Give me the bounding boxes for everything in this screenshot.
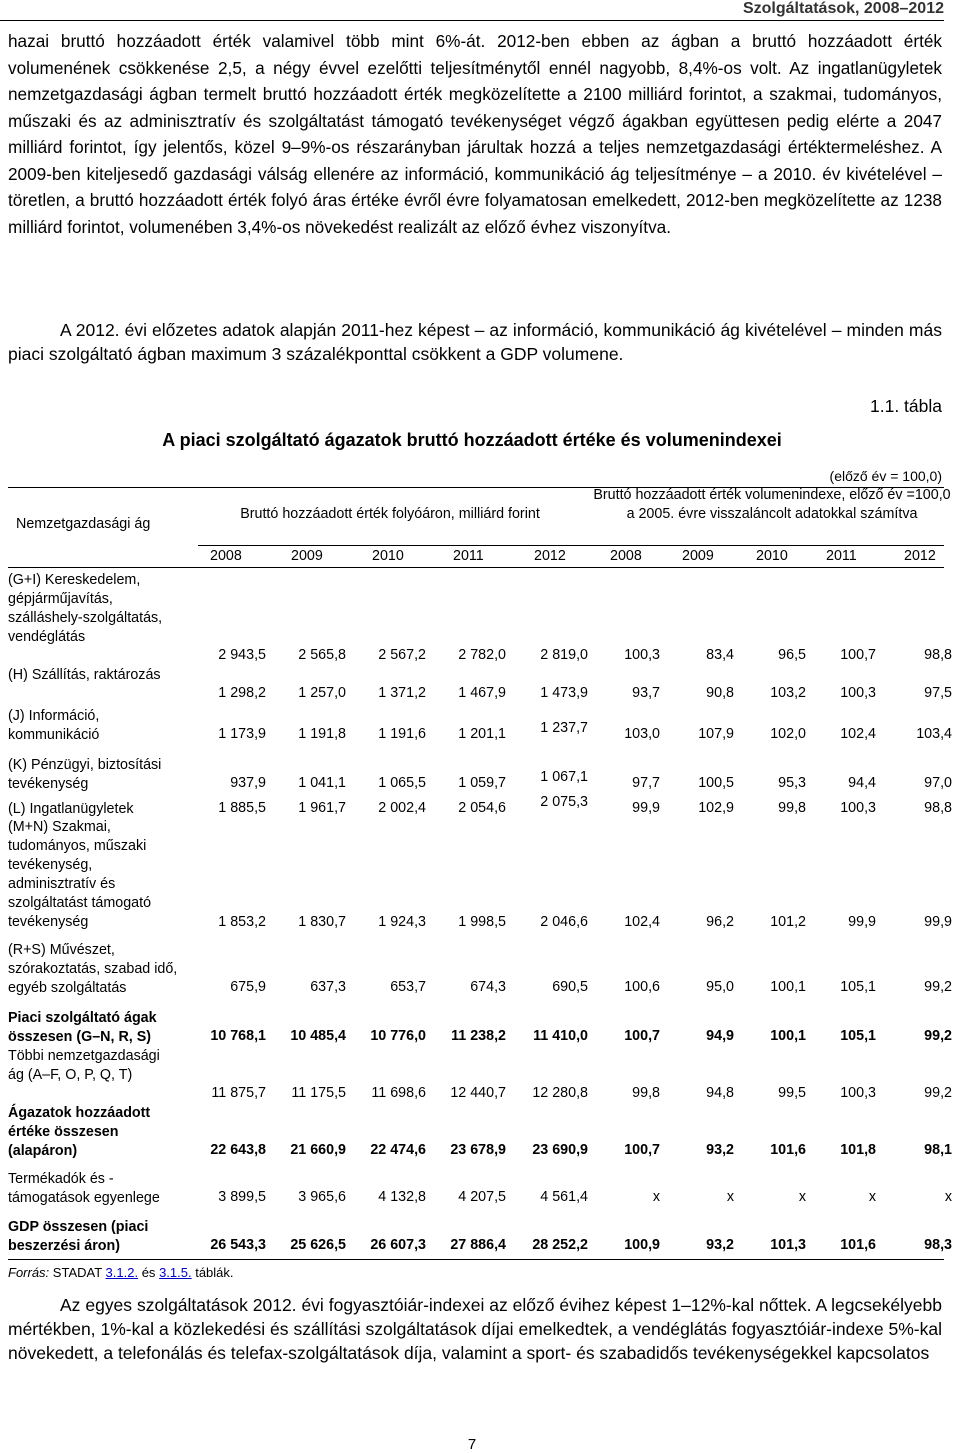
cell-r6-c5: 100,6: [624, 979, 660, 995]
cell-r10-c8: x: [868, 1189, 876, 1205]
cell-r0-c6: 83,4: [706, 647, 734, 663]
year-header-4: 2012: [534, 548, 566, 564]
year-header-7: 2010: [756, 548, 788, 564]
table-source: [8, 1265, 234, 1280]
cell-r6-c3: 674,3: [470, 979, 506, 995]
cell-r10-c4: 4 561,4: [540, 1189, 588, 1205]
cell-r4-c5: 99,9: [632, 800, 660, 816]
cell-r6-c0: 675,9: [230, 979, 266, 995]
header-title: Szolgáltatások, 2008–2012: [742, 0, 944, 17]
cell-r7-c8: 105,1: [840, 1028, 876, 1044]
cell-r3-c1: 1 041,1: [298, 775, 346, 791]
cell-r9-c5: 100,7: [624, 1142, 660, 1158]
cell-r0-c8: 100,7: [840, 647, 876, 663]
cell-r2-c1: 1 191,8: [298, 726, 346, 742]
cell-r5-c4: 2 046,6: [540, 914, 588, 930]
cell-r5-c3: 1 998,5: [458, 914, 506, 930]
source-link-315[interactable]: 3.1.5.: [159, 1265, 192, 1280]
row-label-11: GDP összesen (piaci beszerzési áron): [8, 1219, 149, 1254]
row-label-8: Többi nemzetgazdasági ág (A–F, O, P, Q, T): [8, 1048, 160, 1083]
cell-r10-c6: x: [726, 1189, 734, 1205]
cell-r8-c6: 94,8: [706, 1085, 734, 1101]
cell-r6-c2: 653,7: [390, 979, 426, 995]
cell-r8-c8: 100,3: [840, 1085, 876, 1101]
cell-r2-c3: 1 201,1: [458, 726, 506, 742]
cell-r2-c0: 1 173,9: [218, 726, 266, 742]
cell-r11-c3: 27 886,4: [450, 1237, 506, 1253]
cell-r7-c4: 11 410,0: [533, 1028, 588, 1044]
source-prefix: Forrás:: [8, 1265, 50, 1280]
cell-r6-c1: 637,3: [310, 979, 346, 995]
cell-r5-c2: 1 924,3: [378, 914, 426, 930]
cell-r9-c0: 22 643,8: [210, 1142, 266, 1158]
cell-r11-c0: 26 543,3: [210, 1237, 266, 1253]
cell-r9-c2: 22 474,6: [370, 1142, 426, 1158]
table-note: (előző év = 100,0): [829, 468, 942, 484]
cell-r3-c2: 1 065,5: [378, 775, 426, 791]
page-header: [0, 0, 944, 21]
cell-r4-c3: 2 054,6: [458, 800, 506, 816]
cell-r11-c1: 25 626,5: [290, 1237, 346, 1253]
cell-r4-c9: 98,8: [924, 800, 952, 816]
row-label-4: (L) Ingatlanügyletek: [8, 801, 134, 817]
row-label-7: Piaci szolgáltató ágak összesen (G–N, R, S): [8, 1010, 157, 1045]
cell-r9-c4: 23 690,9: [532, 1142, 588, 1158]
row-label-9: Ágazatok hozzáadott értéke összesen (alapáron): [8, 1105, 151, 1159]
cell-r7-c7: 100,1: [770, 1028, 806, 1044]
table-title: A piaci szolgáltató ágazatok bruttó hozzáadott értéke és volumenindexei: [162, 430, 782, 450]
cell-r7-c0: 10 768,1: [210, 1028, 266, 1044]
cell-r5-c1: 1 830,7: [298, 914, 346, 930]
cell-r6-c7: 100,1: [770, 979, 806, 995]
cell-r3-c3: 1 059,7: [458, 775, 506, 791]
cell-r8-c5: 99,8: [632, 1085, 660, 1101]
cell-r1-c7: 103,2: [770, 685, 806, 701]
cell-r2-c4: 1 237,7: [540, 720, 588, 736]
cell-r2-c2: 1 191,6: [378, 726, 426, 742]
cell-r10-c0: 3 899,5: [218, 1189, 266, 1205]
cell-r7-c1: 10 485,4: [290, 1028, 346, 1044]
cell-r3-c7: 95,3: [778, 775, 806, 791]
row-label-10: Termékadók és -támogatások egyenlege: [8, 1171, 160, 1206]
cell-r4-c0: 1 885,5: [218, 800, 266, 816]
cell-r0-c2: 2 567,2: [378, 647, 426, 663]
cell-r10-c3: 4 207,5: [458, 1189, 506, 1205]
cell-r1-c6: 90,8: [706, 685, 734, 701]
paragraph-2: A 2012. évi előzetes adatok alapján 2011-hez képest – az információ, kommunikáció ág kivételével – minden más piaci szolgáltató ágban maximum 3 százalékponttal csökkent a GDP volumene.: [8, 320, 942, 364]
cell-r4-c6: 102,9: [698, 800, 734, 816]
cell-r1-c3: 1 467,9: [458, 685, 506, 701]
row-label-5: (M+N) Szakmai, tudományos, műszaki tevékenység, adminisztratív és szolgáltatást támogató tevékenység: [8, 819, 152, 930]
header-index-group: Bruttó hozzáadott érték volumenindexe, előző év =100,0 a 2005. évre visszaláncolt adatokkal számítva: [593, 487, 951, 522]
cell-r10-c2: 4 132,8: [378, 1189, 426, 1205]
cell-r9-c8: 101,8: [840, 1142, 876, 1158]
source-and: és: [141, 1265, 156, 1280]
cell-r5-c6: 96,2: [706, 914, 734, 930]
paragraph-1: hazai bruttó hozzáadott érték valamivel több mint 6%-át. 2012-ben ebben az ágban a bruttó hozzáadott érték volumenének csökkenése 2,5, a négy évvel ezelőtti teljesítménytől ennél nagyobb, 8,4%-os volt. Az ingatlanügyletek nemzetgazdasági ágban termelt bruttó hozzáadott érték megközelítette a 2100 milliárd forintot, a szakmai, tudományos, műszaki és az adminisztratív és szolgáltatást támogató tevékenységet végző ágakban együttesen pedig elérte a 2047 milliárd forintot, így jelentős, közel 9–9%-os részarányban járultak hozzá a teljes nemzetgazdasági értéktermeléshez. A 2009-ben kiteljesedő gazdasági válság ellenére az információ, kommunikáció ág teljesítménye – a 2010. év kivételével – töretlen, a bruttó hozzáadott érték folyó áras értéke évről évre folyamatosan emelkedett, 2012-ben megközelítette az 1238 milliárd forintot, volumenében 3,4%-os növekedést realizált az előző évhez viszonyítva.: [8, 31, 942, 237]
cell-r2-c5: 103,0: [624, 726, 660, 742]
row-label-1: (H) Szállítás, raktározás: [8, 667, 161, 683]
row-label-6: (R+S) Művészet, szórakoztatás, szabad idő, egyéb szolgáltatás: [8, 942, 178, 996]
cell-r8-c1: 11 175,5: [291, 1085, 346, 1101]
cell-r9-c1: 21 660,9: [290, 1142, 346, 1158]
cell-r2-c9: 103,4: [916, 726, 952, 742]
year-header-8: 2011: [826, 548, 857, 564]
cell-r3-c9: 97,0: [924, 775, 952, 791]
cell-r6-c8: 105,1: [840, 979, 876, 995]
cell-r0-c7: 96,5: [778, 647, 806, 663]
cell-r0-c9: 98,8: [924, 647, 952, 663]
cell-r11-c4: 28 252,2: [532, 1237, 588, 1253]
year-header-2: 2010: [372, 548, 404, 564]
cell-r0-c3: 2 782,0: [458, 647, 506, 663]
cell-r0-c5: 100,3: [624, 647, 660, 663]
year-header-1: 2009: [291, 548, 323, 564]
source-link-312[interactable]: 3.1.2.: [105, 1265, 139, 1280]
source-stadat: STADAT: [52, 1265, 102, 1280]
cell-r4-c7: 99,8: [778, 800, 806, 816]
cell-r10-c9: x: [944, 1189, 952, 1205]
cell-r6-c9: 99,2: [924, 979, 952, 995]
cell-r7-c3: 11 238,2: [451, 1028, 506, 1044]
row-label-3: (K) Pénzügyi, biztosítási tevékenység: [8, 757, 162, 792]
cell-r10-c7: x: [798, 1189, 806, 1205]
year-header-9: 2012: [904, 548, 936, 564]
cell-r3-c4: 1 067,1: [540, 769, 588, 785]
cell-r5-c5: 102,4: [624, 914, 660, 930]
cell-r3-c5: 97,7: [632, 775, 660, 791]
cell-r4-c2: 2 002,4: [378, 800, 426, 816]
cell-r6-c6: 95,0: [706, 979, 734, 995]
cell-r3-c0: 937,9: [230, 775, 266, 791]
cell-r10-c1: 3 965,6: [298, 1189, 346, 1205]
source-suffix: táblák.: [195, 1265, 234, 1280]
cell-r1-c2: 1 371,2: [378, 685, 426, 701]
cell-r11-c5: 100,9: [624, 1237, 660, 1253]
cell-r1-c0: 1 298,2: [218, 685, 266, 701]
cell-r1-c5: 93,7: [632, 685, 660, 701]
cell-r4-c8: 100,3: [840, 800, 876, 816]
cell-r2-c8: 102,4: [840, 726, 876, 742]
cell-r7-c5: 100,7: [624, 1028, 660, 1044]
cell-r7-c2: 10 776,0: [370, 1028, 426, 1044]
cell-r5-c0: 1 853,2: [218, 914, 266, 930]
year-header-6: 2009: [682, 548, 714, 564]
header-value-group: Bruttó hozzáadott érték folyóáron, milliárd forint: [240, 506, 540, 522]
year-header-5: 2008: [610, 548, 642, 564]
cell-r8-c4: 12 280,8: [532, 1085, 588, 1101]
cell-r5-c9: 99,9: [924, 914, 952, 930]
header-branch: Nemzetgazdasági ág: [16, 516, 151, 532]
cell-r8-c9: 99,2: [924, 1085, 952, 1101]
cell-r7-c6: 94,9: [706, 1028, 734, 1044]
cell-r1-c1: 1 257,0: [298, 685, 346, 701]
cell-r3-c8: 94,4: [848, 775, 876, 791]
year-header-3: 2011: [453, 548, 484, 564]
cell-r11-c6: 93,2: [706, 1237, 734, 1253]
cell-r0-c0: 2 943,5: [218, 647, 266, 663]
row-label-0: (G+I) Kereskedelem, gépjárműjavítás, szálláshely-szolgáltatás, vendéglátás: [8, 572, 163, 645]
cell-r8-c7: 99,5: [778, 1085, 806, 1101]
cell-r11-c9: 98,3: [924, 1237, 952, 1253]
cell-r9-c7: 101,6: [770, 1142, 806, 1158]
cell-r8-c0: 11 875,7: [211, 1085, 266, 1101]
cell-r0-c4: 2 819,0: [540, 647, 588, 663]
cell-r10-c5: x: [652, 1189, 660, 1205]
year-header-0: 2008: [210, 548, 242, 564]
cell-r11-c7: 101,3: [770, 1237, 806, 1253]
cell-r9-c6: 93,2: [706, 1142, 734, 1158]
cell-r1-c9: 97,5: [924, 685, 952, 701]
cell-r11-c2: 26 607,3: [370, 1237, 426, 1253]
cell-r1-c8: 100,3: [840, 685, 876, 701]
cell-r8-c2: 11 698,6: [371, 1085, 426, 1101]
cell-r7-c9: 99,2: [924, 1028, 952, 1044]
cell-r2-c7: 102,0: [770, 726, 806, 742]
cell-r3-c6: 100,5: [698, 775, 734, 791]
cell-r5-c8: 99,9: [848, 914, 876, 930]
cell-r8-c3: 12 440,7: [450, 1085, 506, 1101]
cell-r4-c1: 1 961,7: [298, 800, 346, 816]
cell-r6-c4: 690,5: [552, 979, 588, 995]
row-label-2: (J) Információ, kommunikáció: [8, 708, 100, 743]
cell-r0-c1: 2 565,8: [298, 647, 346, 663]
cell-r9-c3: 23 678,9: [450, 1142, 506, 1158]
cell-r2-c6: 107,9: [698, 726, 734, 742]
cell-r5-c7: 101,2: [770, 914, 806, 930]
page-number: 7: [467, 1436, 477, 1453]
cell-r11-c8: 101,6: [840, 1237, 876, 1253]
cell-r1-c4: 1 473,9: [540, 685, 588, 701]
cell-r9-c9: 98,1: [924, 1142, 952, 1158]
paragraph-3: Az egyes szolgáltatások 2012. évi fogyasztóiár-indexei az előző évihez képest 1–12%-kal nőttek. A legcsekélyebb mértékben, 1%-kal a közlekedési és szállítási szolgáltatások díjai emelkedtek, a vendéglátás fogyasztóiár-indexe 5%-kal növekedett, a telefonálás és telefax-szolgáltatások díja, valamint a sport- és szabadidős tevékenységekkel kapcsolatos: [8, 1295, 942, 1363]
cell-r4-c4: 2 075,3: [540, 794, 588, 810]
table-number: 1.1. tábla: [870, 396, 942, 416]
